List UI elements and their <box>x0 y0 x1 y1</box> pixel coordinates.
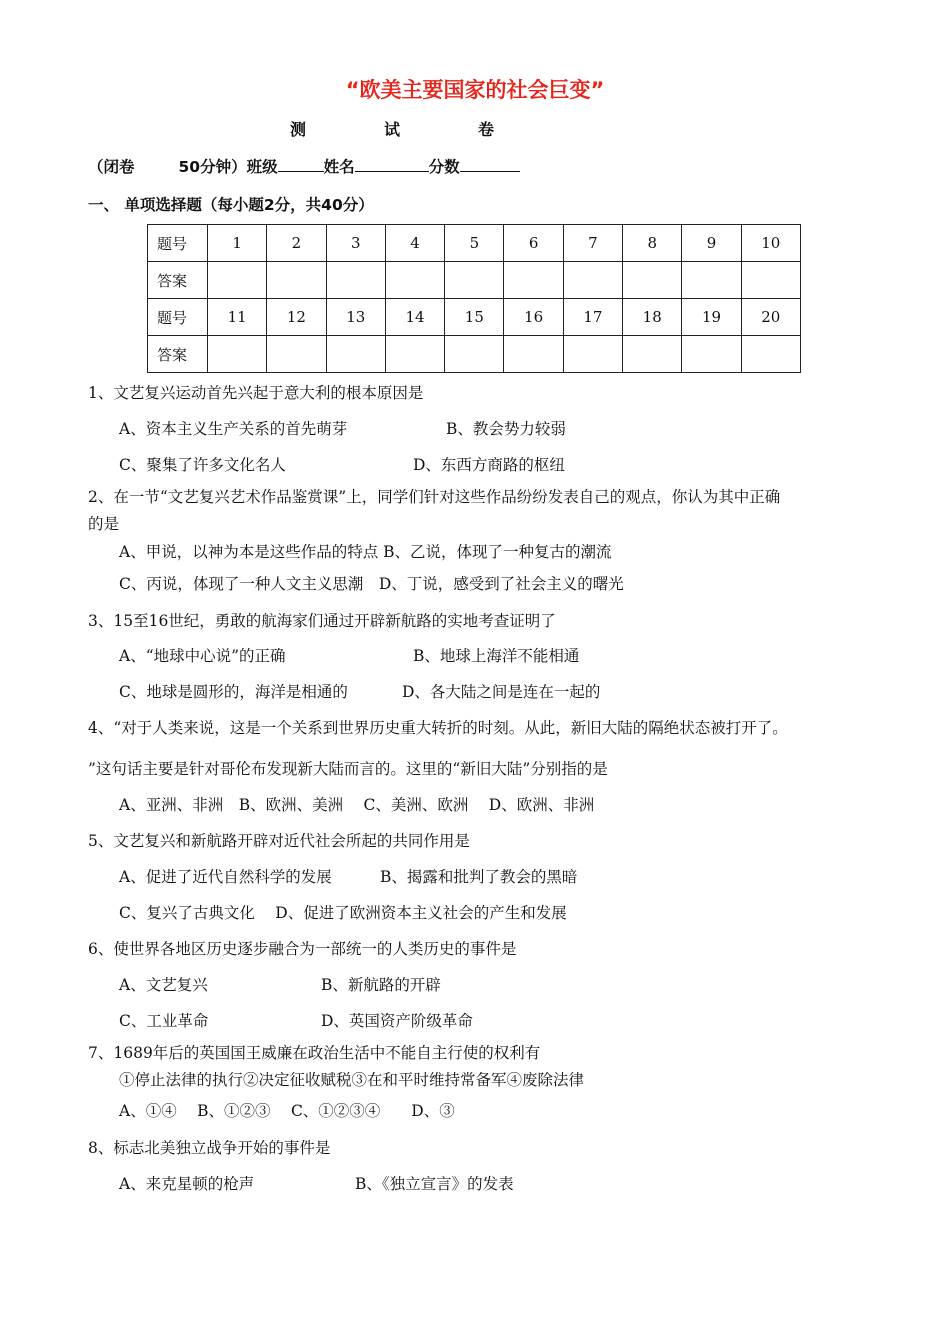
subtitle-char-2: 试 <box>384 120 401 139</box>
question-number-cell: 1 <box>208 225 267 262</box>
question-number-cell: 10 <box>741 225 800 262</box>
answer-cell[interactable] <box>563 336 622 373</box>
question-8-option-a[interactable]: A、来克星顿的枪声 <box>119 1175 255 1193</box>
question-number-cell: 7 <box>563 225 622 262</box>
question-6-option-a[interactable]: A、文艺复兴 <box>119 976 208 994</box>
question-1-option-a[interactable]: A、资本主义生产关系的首先萌芽 <box>119 420 348 438</box>
answer-cell[interactable] <box>563 262 622 299</box>
question-number-label: 题号 <box>148 225 208 262</box>
question-3-option-b[interactable]: B、地球上海洋不能相通 <box>413 647 580 665</box>
answer-cell[interactable] <box>445 262 504 299</box>
question-4-options[interactable]: A、亚洲、非洲 B、欧洲、美洲 C、美洲、欧洲 D、欧洲、非洲 <box>119 796 595 814</box>
question-number-cell: 8 <box>623 225 682 262</box>
question-6-option-d[interactable]: D、英国资产阶级革命 <box>321 1012 473 1030</box>
answer-cell[interactable] <box>208 336 267 373</box>
section-heading: 一、 单项选择题（每小题2分，共40分） <box>88 196 374 214</box>
answer-cell[interactable] <box>445 336 504 373</box>
question-1-option-b[interactable]: B、教会势力较弱 <box>446 420 566 438</box>
question-3-stem: 3、15至16世纪，勇敢的航海家们通过开辟新航路的实地考查证明了 <box>88 612 556 630</box>
question-5-stem: 5、文艺复兴和新航路开辟对近代社会所起的共同作用是 <box>88 832 470 850</box>
answer-cell[interactable] <box>326 262 385 299</box>
question-6-option-b[interactable]: B、新航路的开辟 <box>321 976 441 994</box>
question-7-items: ①停止法律的执行②决定征收赋税③在和平时维持常备军④废除法律 <box>119 1071 585 1089</box>
answer-cell[interactable] <box>682 262 741 299</box>
exam-info-line <box>88 155 520 177</box>
name-label: 姓名 <box>323 158 355 176</box>
question-1-option-d[interactable]: D、东西方商路的枢纽 <box>413 456 565 474</box>
question-number-cell: 3 <box>326 225 385 262</box>
question-3-option-d[interactable]: D、各大陆之间是连在一起的 <box>402 683 601 701</box>
question-number-cell: 16 <box>504 299 563 336</box>
table-row <box>148 262 801 299</box>
question-number-cell: 14 <box>385 299 444 336</box>
answer-cell[interactable] <box>741 336 800 373</box>
question-6-option-c[interactable]: C、工业革命 <box>119 1012 209 1030</box>
question-number-cell: 13 <box>326 299 385 336</box>
answer-label: 答案 <box>148 336 208 373</box>
answer-table <box>147 224 801 373</box>
question-4-stem: 4、“对于人类来说，这是一个关系到世界历史重大转折的时刻。从此，新旧大陆的隔绝状态被打开了。 <box>88 719 788 737</box>
question-number-cell: 4 <box>385 225 444 262</box>
question-8-stem: 8、标志北美独立战争开始的事件是 <box>88 1139 331 1157</box>
name-blank[interactable] <box>355 155 429 172</box>
answer-cell[interactable] <box>623 262 682 299</box>
question-number-cell: 17 <box>563 299 622 336</box>
answer-cell[interactable] <box>504 336 563 373</box>
question-2-options-cd[interactable]: C、丙说，体现了一种人文主义思潮 D、丁说，感受到了社会主义的曙光 <box>119 575 624 593</box>
subtitle <box>290 117 572 140</box>
question-number-cell: 6 <box>504 225 563 262</box>
question-7-options[interactable]: A、①④ B、①②③ C、①②③④ D、③ <box>119 1102 455 1120</box>
answer-cell[interactable] <box>385 262 444 299</box>
question-number-cell: 9 <box>682 225 741 262</box>
question-2-stem: 2、在一节“文艺复兴艺术作品鉴赏课”上，同学们针对这些作品纷纷发表自己的观点，你认为其中正确 <box>88 488 781 506</box>
subtitle-char-3: 卷 <box>478 120 495 139</box>
score-blank[interactable] <box>460 155 520 172</box>
question-number-cell: 12 <box>267 299 326 336</box>
answer-cell[interactable] <box>385 336 444 373</box>
question-1-option-c[interactable]: C、聚集了许多文化名人 <box>119 456 286 474</box>
answer-cell[interactable] <box>208 262 267 299</box>
table-row <box>148 225 801 262</box>
exam-time-class-label: 50分钟）班级 <box>178 158 278 176</box>
answer-cell[interactable] <box>267 262 326 299</box>
question-5-option-a[interactable]: A、促进了近代自然科学的发展 <box>119 868 332 886</box>
page-title: “欧美主要国家的社会巨变” <box>345 78 605 102</box>
question-number-label: 题号 <box>148 299 208 336</box>
answer-cell[interactable] <box>682 336 741 373</box>
question-5-options-cd[interactable]: C、复兴了古典文化 D、促进了欧洲资本主义社会的产生和发展 <box>119 904 567 922</box>
question-number-cell: 2 <box>267 225 326 262</box>
subtitle-char-1: 测 <box>290 120 307 139</box>
question-number-cell: 11 <box>208 299 267 336</box>
question-number-cell: 20 <box>741 299 800 336</box>
answer-cell[interactable] <box>623 336 682 373</box>
table-row <box>148 299 801 336</box>
question-4-stem-cont: ”这句话主要是针对哥伦布发现新大陆而言的。这里的“新旧大陆”分别指的是 <box>88 760 608 778</box>
answer-cell[interactable] <box>267 336 326 373</box>
question-7-stem: 7、1689年后的英国国王威廉在政治生活中不能自主行使的权利有 <box>88 1044 541 1062</box>
question-number-cell: 18 <box>623 299 682 336</box>
answer-cell[interactable] <box>326 336 385 373</box>
question-3-option-c[interactable]: C、地球是圆形的，海洋是相通的 <box>119 683 348 701</box>
question-8-option-b[interactable]: B、《独立宣言》的发表 <box>355 1175 514 1193</box>
question-5-option-b[interactable]: B、揭露和批判了教会的黑暗 <box>380 868 578 886</box>
answer-cell[interactable] <box>741 262 800 299</box>
question-1-stem: 1、文艺复兴运动首先兴起于意大利的根本原因是 <box>88 384 424 402</box>
class-blank[interactable] <box>278 155 324 172</box>
table-row <box>148 336 801 373</box>
question-number-cell: 19 <box>682 299 741 336</box>
answer-cell[interactable] <box>504 262 563 299</box>
question-6-stem: 6、使世界各地区历史逐步融合为一部统一的人类历史的事件是 <box>88 940 517 958</box>
question-2-options-ab[interactable]: A、甲说，以神为本是这些作品的特点 B、乙说，体现了一种复古的潮流 <box>119 543 612 561</box>
question-2-stem-cont: 的是 <box>88 515 120 533</box>
exam-type: （闭卷 <box>88 158 135 176</box>
question-number-cell: 15 <box>445 299 504 336</box>
question-3-option-a[interactable]: A、“地球中心说”的正确 <box>119 647 286 665</box>
question-number-cell: 5 <box>445 225 504 262</box>
answer-label: 答案 <box>148 262 208 299</box>
score-label: 分数 <box>428 158 460 176</box>
